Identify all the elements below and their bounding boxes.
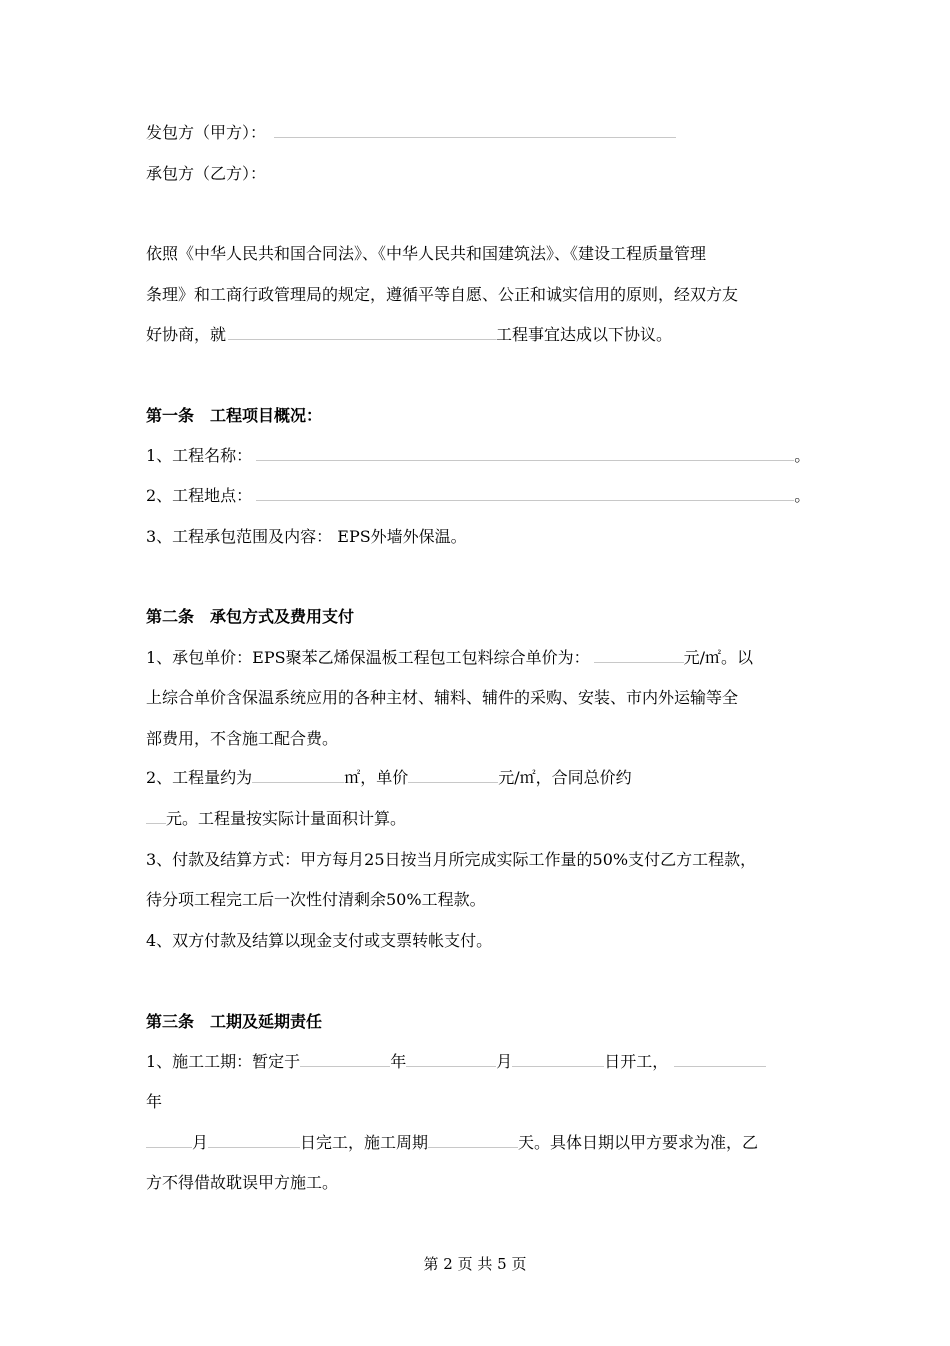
- project-name-blank: [228, 325, 496, 340]
- duration-unit: 天。具体日期以甲方要求为准，乙: [518, 1133, 759, 1152]
- party-b-label: 承包方（乙方）：: [146, 164, 267, 183]
- party-a-label: 发包方（甲方）：: [146, 123, 267, 142]
- article-1-title: 第一条 工程项目概况：: [146, 406, 323, 425]
- start-month-unit: 月: [496, 1052, 513, 1071]
- end-month-blank: [146, 1133, 192, 1148]
- project-location-blank: [256, 486, 794, 501]
- article-2-item-2-line-1: [146, 768, 632, 788]
- duration-blank: [428, 1133, 518, 1148]
- start-date-label: 1、施工工期：暂定于: [146, 1052, 301, 1071]
- intro-line-1: 依照《中华人民共和国合同法》、《中华人民共和国建筑法》、《建设工程质量管理: [146, 244, 707, 263]
- intro-line-3-start: 好协商，就: [146, 325, 227, 344]
- article-2-item-1-line-3: 部费用，不含施工配合费。: [146, 729, 339, 748]
- party-a-line: [146, 123, 676, 143]
- intro-line-3-end: 工程事宜达成以下协议。: [496, 325, 673, 344]
- total-price-blank: [146, 809, 166, 824]
- end-year-blank: [674, 1052, 766, 1067]
- price-blank: [408, 768, 498, 783]
- start-day-blank: [512, 1052, 604, 1067]
- article-3-title: 第三条 工期及延期责任: [146, 1012, 323, 1031]
- quantity-note: 元。工程量按实际计量面积计算。: [166, 809, 407, 828]
- article-3-item-1-line-1: [146, 1052, 766, 1072]
- end-day-unit: 日完工，施工周期: [300, 1133, 429, 1152]
- article-2-item-4: 4、双方付款及结算以现金支付或支票转帐支付。: [146, 931, 493, 950]
- end-month-unit: 月: [192, 1133, 209, 1152]
- start-month-blank: [406, 1052, 496, 1067]
- end-day-blank: [208, 1133, 300, 1148]
- article-3-item-1-line-4: 方不得借故耽误甲方施工。: [146, 1173, 339, 1192]
- article-1-item-1: [146, 446, 810, 466]
- start-year-unit: 年: [390, 1052, 407, 1071]
- total-price-label: 元/㎡，合同总价约: [498, 768, 632, 787]
- page-number-footer: 第 2 页 共 5 页: [423, 1255, 527, 1273]
- article-2-item-2-line-2: [146, 809, 406, 829]
- unit-price-label: 1、承包单价：EPS聚苯乙烯保温板工程包工包料综合单价为：: [146, 648, 590, 667]
- unit-price-unit: 元/㎡。以: [683, 648, 753, 667]
- intro-line-2: 条理》和工商行政管理局的规定，遵循平等自愿、公正和诚实信用的原则，经双方友: [146, 285, 739, 304]
- article-3-item-1-line-2: 年: [146, 1092, 163, 1111]
- article-3-item-1-line-3: [146, 1133, 758, 1153]
- start-year-blank: [300, 1052, 390, 1067]
- item-1-end-mark: 。: [794, 446, 811, 465]
- intro-line-3: [146, 325, 672, 345]
- item-2-end-mark: 。: [794, 486, 811, 505]
- unit-price-blank: [594, 648, 684, 663]
- quantity-blank: [252, 768, 344, 783]
- article-1-item-2: [146, 486, 810, 506]
- quantity-label: 2、工程量约为: [146, 768, 253, 787]
- article-2-item-3-line-1: 3、付款及结算方式：甲方每月25日按当月所完成实际工作量的50%支付乙方工程款，: [146, 850, 757, 869]
- project-location-label: 2、工程地点：: [146, 486, 253, 505]
- project-name-field-blank: [256, 446, 794, 461]
- start-day-unit: 日开工，: [604, 1052, 669, 1071]
- project-name-label: 1、工程名称：: [146, 446, 253, 465]
- article-2-item-1-line-1: [146, 648, 753, 668]
- price-label: ㎡，单价: [344, 768, 409, 787]
- party-a-blank: [274, 123, 676, 138]
- article-2-title: 第二条 承包方式及费用支付: [146, 607, 355, 626]
- party-b-line: [146, 164, 266, 184]
- article-2-item-1-line-2: 上综合单价含保温系统应用的各种主材、辅料、辅件的采购、安装、市内外运输等全: [146, 688, 739, 707]
- article-2-item-3-line-2: 待分项工程完工后一次性付清剩余50%工程款。: [146, 890, 486, 909]
- article-1-item-3: 3、工程承包范围及内容： EPS外墙外保温。: [146, 527, 467, 546]
